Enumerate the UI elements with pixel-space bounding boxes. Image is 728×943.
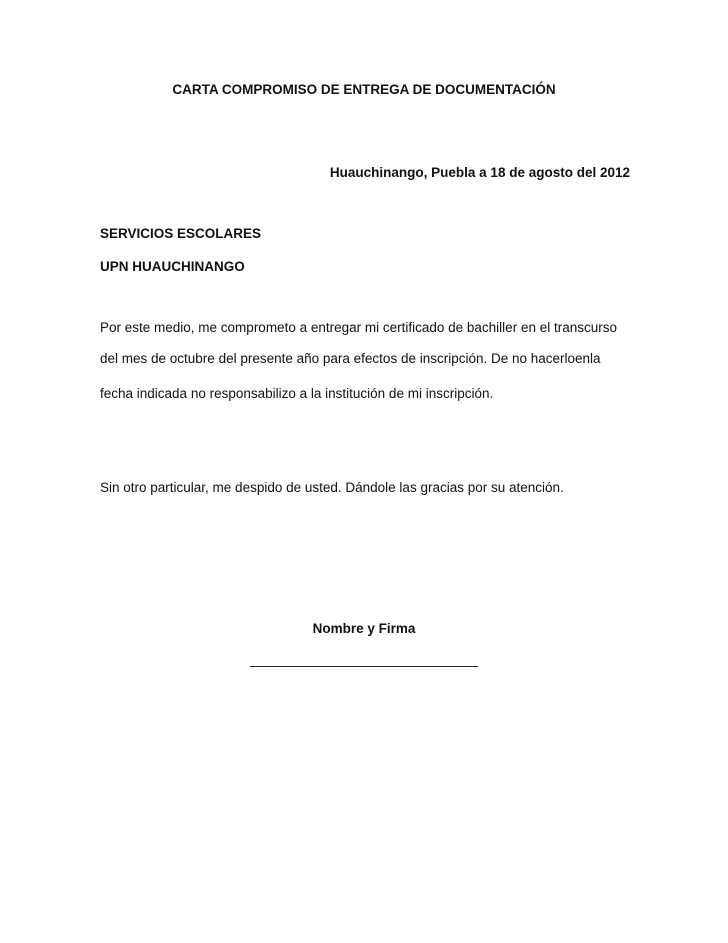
place-date: Huauchinango, Puebla a 18 de agosto del 2012	[329, 165, 630, 180]
signature-label: Nombre y Firma	[312, 621, 416, 636]
closing-line: Sin otro particular, me despido de usted. Dándole las gracias por su atención.	[100, 480, 564, 495]
body-line: del mes de octubre del presente año para efectos de inscripción. De no hacerloenla	[100, 351, 601, 366]
recipient-institution: UPN HUAUCHINANGO	[100, 259, 245, 274]
recipient-department: SERVICIOS ESCOLARES	[100, 226, 262, 241]
body-line: fecha indicada no responsabilizo a la institución de mi inscripción.	[100, 386, 494, 401]
signature-line	[250, 666, 478, 667]
document-title: CARTA COMPROMISO DE ENTREGA DE DOCUMENTACIÓN	[172, 82, 556, 97]
body-line: Por este medio, me comprometo a entregar mi certificado de bachiller en el transcurso	[100, 320, 617, 335]
